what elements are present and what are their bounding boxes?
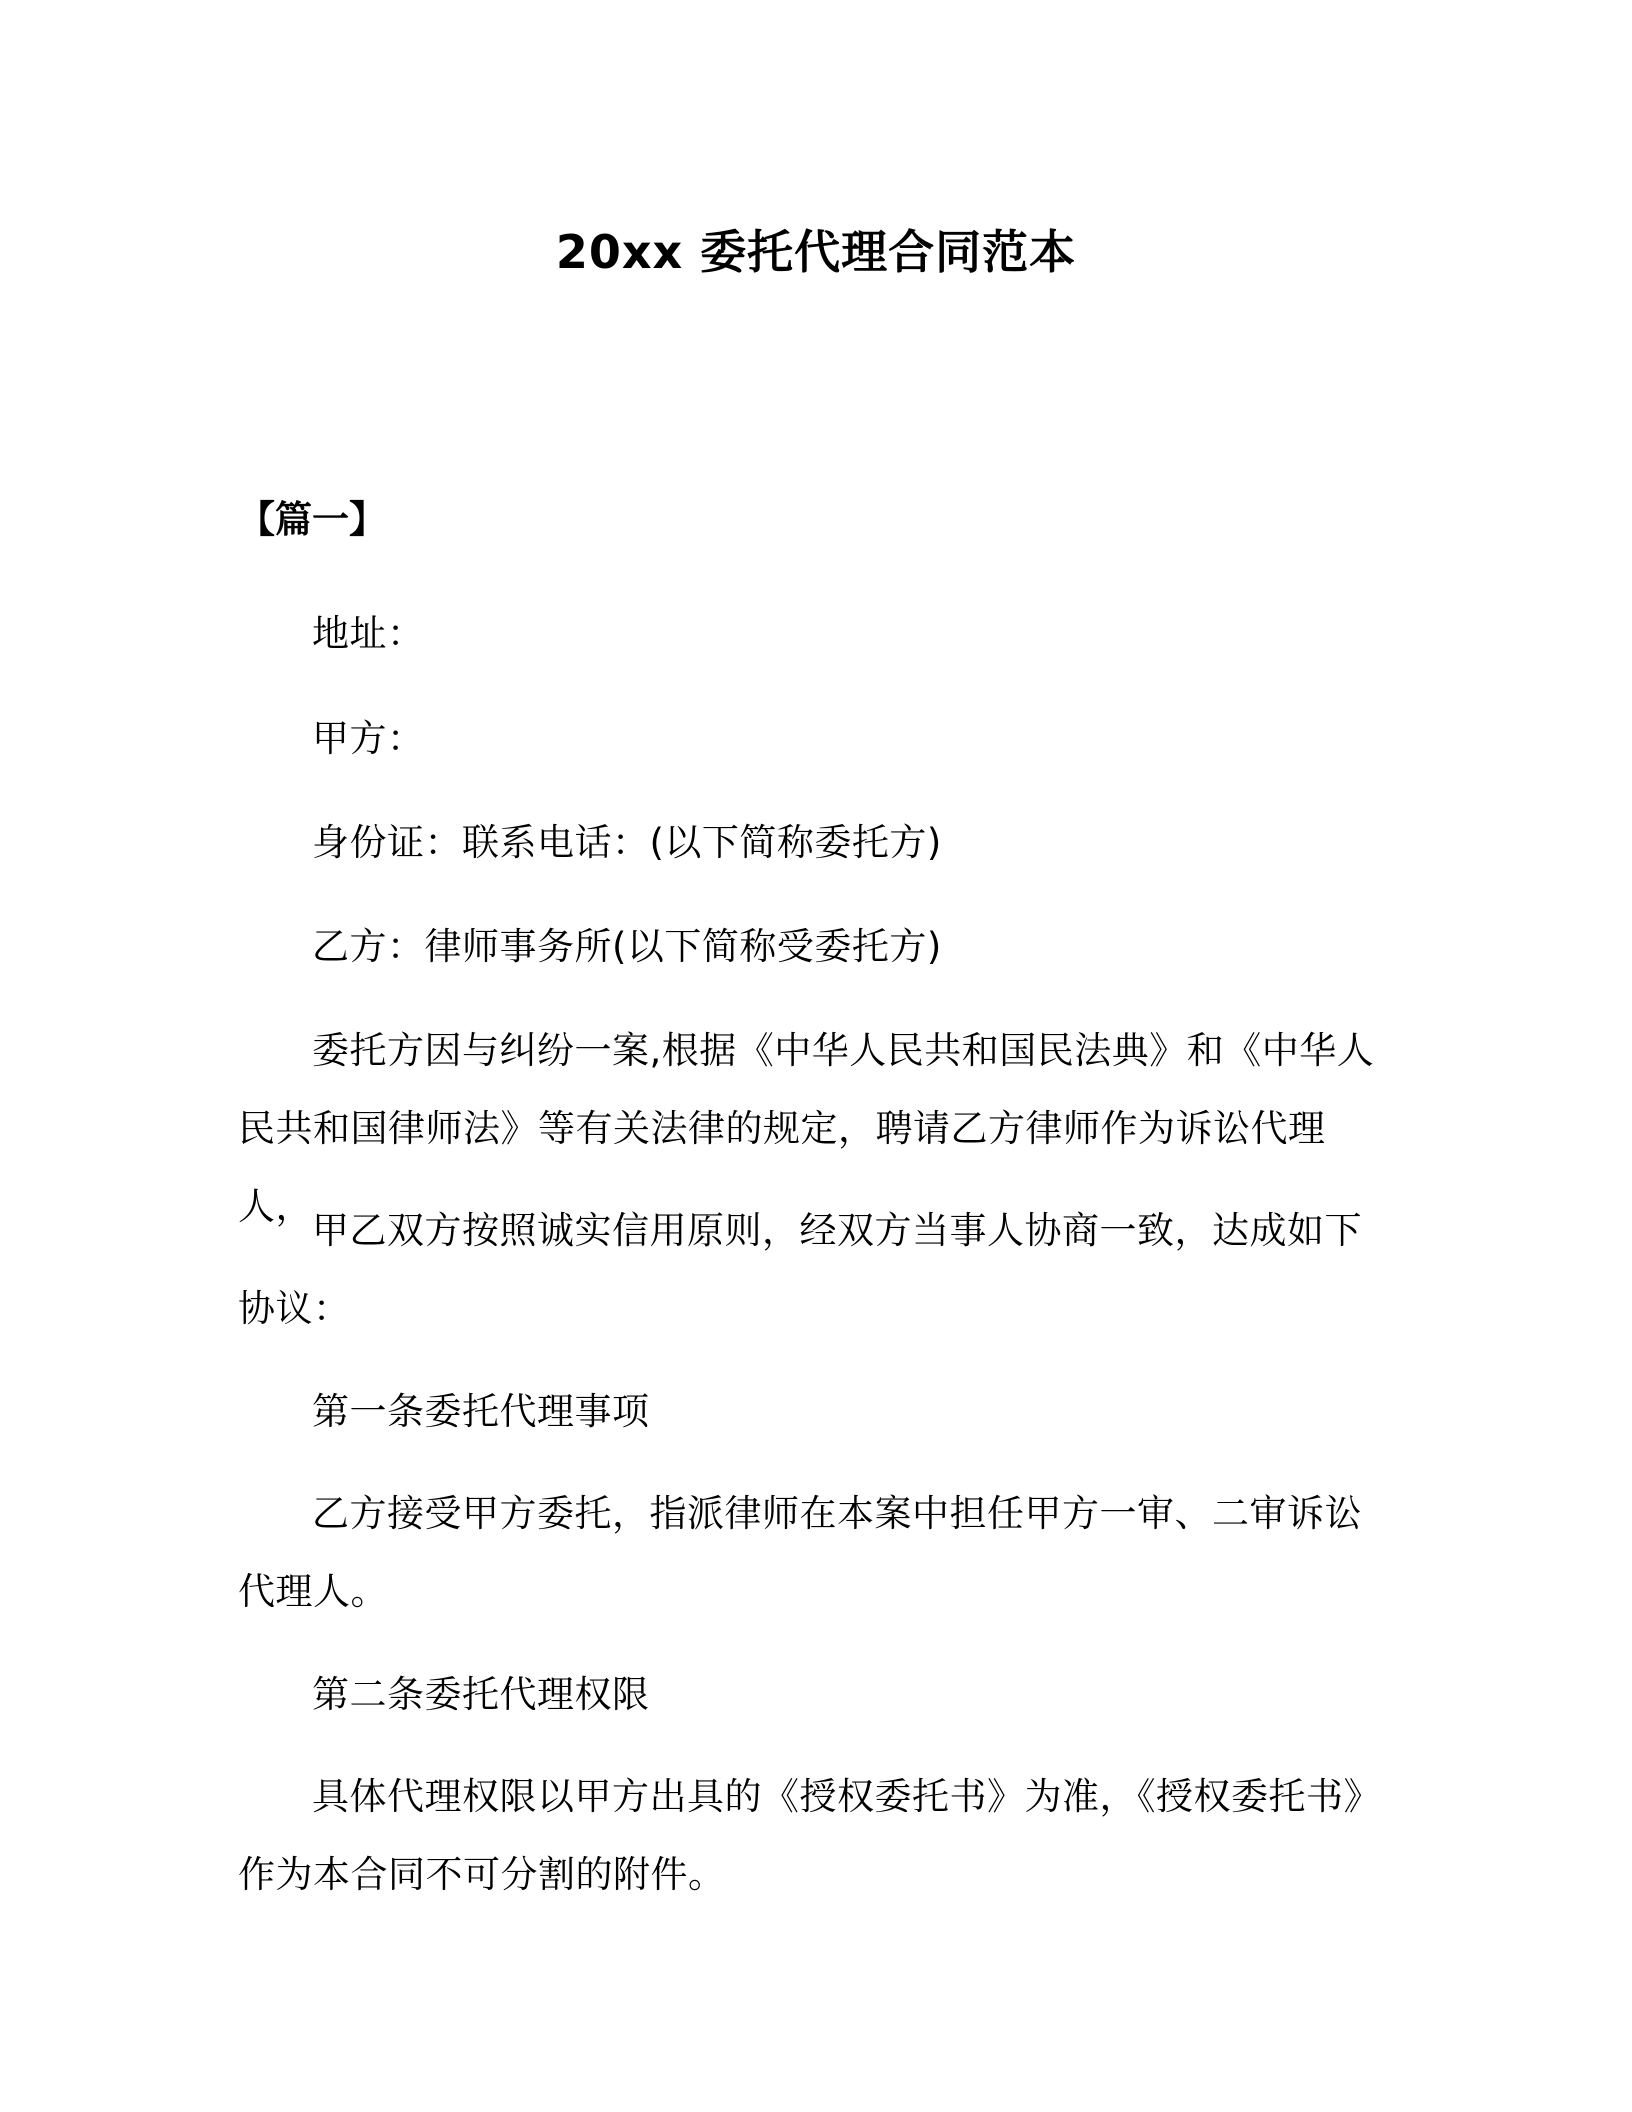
paragraph-address: 地址： bbox=[312, 612, 425, 655]
article-1-body: 乙方接受甲方委托，指派律师在本案中担任甲方一审、二审诉讼代理人。 bbox=[238, 1492, 1362, 1613]
article-2-body: 具体代理权限以甲方出具的《授权委托书》为准，《授权委托书》作为本合同不可分割的附件。 bbox=[238, 1775, 1363, 1896]
paragraph-party-a: 甲方： bbox=[312, 717, 425, 760]
article-2-heading: 第二条委托代理权限 bbox=[312, 1673, 650, 1716]
section-heading: 【篇一】 bbox=[238, 498, 386, 541]
paragraph-agreement: 甲乙双方按照诚实信用原则，经双方当事人协商一致，达成如下协议： bbox=[238, 1209, 1362, 1330]
paragraph-party-b: 乙方：律师事务所(以下简称受委托方) bbox=[312, 925, 942, 968]
article-1-heading: 第一条委托代理事项 bbox=[312, 1390, 650, 1433]
paragraph-id-phone: 身份证：联系电话：(以下简称委托方) bbox=[312, 821, 942, 864]
paragraph-legal-basis: 委托方因与纠纷一案,根据《中华人民共和国民法典》和《中华人民共和国律师法》等有关法律的规定，聘请乙方律师作为诉讼代理人， bbox=[238, 1029, 1375, 1228]
document-title: 20xx 委托代理合同范本 bbox=[555, 225, 1077, 279]
